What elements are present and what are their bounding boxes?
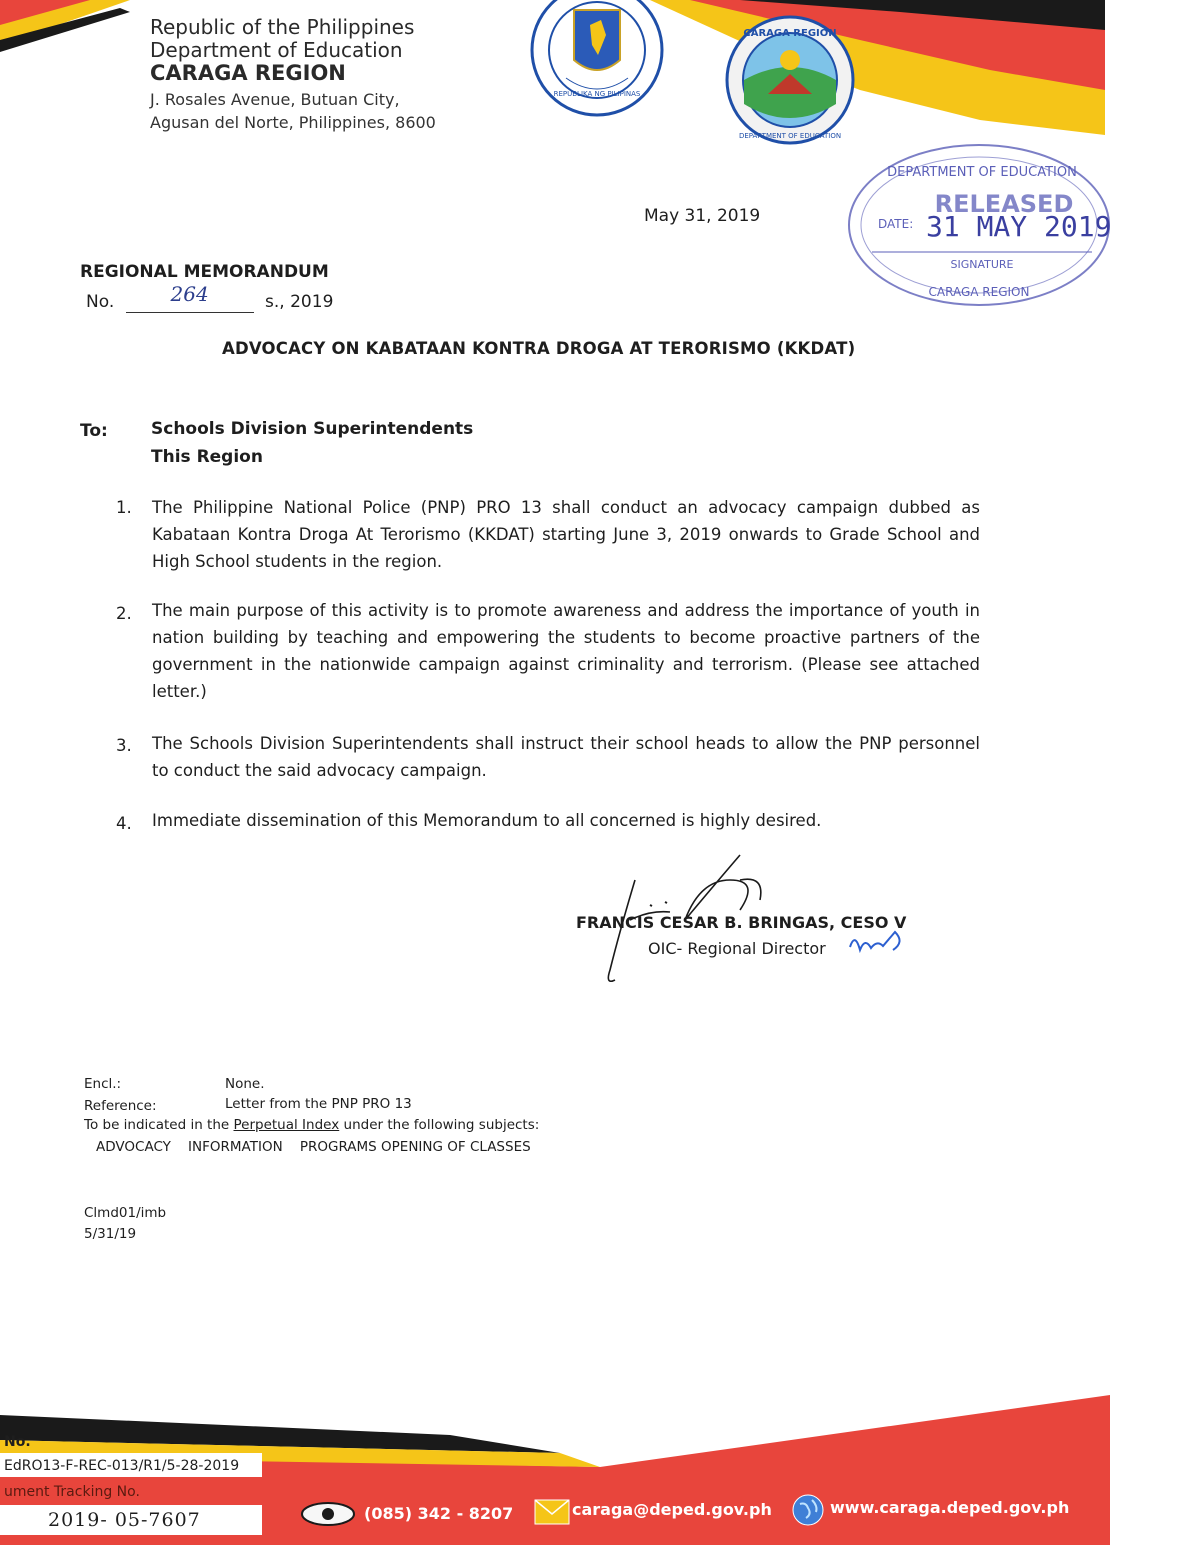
stamp-arc-text: DEPARTMENT OF EDUCATION bbox=[887, 165, 1077, 180]
paragraph-number: 2. bbox=[116, 604, 132, 623]
reference-label: Reference: bbox=[84, 1098, 157, 1114]
header-department: Department of Education bbox=[150, 38, 403, 62]
paragraph-3: The Schools Division Superintendents shall instruct their school heads to allow the PNP personnel to conduct the said advocacy campaign. bbox=[152, 734, 980, 780]
phone-icon bbox=[300, 1500, 356, 1526]
tracking-number: 2019- 05-7607 bbox=[48, 1509, 201, 1531]
memo-subject: ADVOCACY ON KABATAAN KONTRA DROGA AT TERORISMO (KKDAT) bbox=[222, 339, 856, 358]
memo-number-label: No. bbox=[86, 292, 115, 312]
email-icon bbox=[534, 1496, 570, 1526]
to-region: This Region bbox=[151, 447, 263, 467]
paragraph-number: 1. bbox=[116, 498, 132, 517]
initial-mark bbox=[845, 922, 907, 962]
perpetual-index-link: Perpetual Index bbox=[233, 1117, 340, 1133]
memo-number-blank bbox=[126, 282, 254, 313]
paragraph-number: 3. bbox=[116, 736, 132, 755]
initials-code: Clmd01/imb bbox=[84, 1205, 167, 1221]
form-code: EdRO13-F-REC-013/R1/5-28-2019 bbox=[4, 1458, 240, 1474]
stamp-signature-label: SIGNATURE bbox=[950, 258, 1014, 271]
to-recipient: Schools Division Superintendents bbox=[151, 419, 474, 439]
reference-value: Letter from the PNP PRO 13 bbox=[225, 1096, 412, 1112]
form-code-box bbox=[0, 1453, 262, 1477]
caraga-seal-icon bbox=[724, 14, 856, 146]
encl-label: Encl.: bbox=[84, 1076, 122, 1092]
header-address-2: Agusan del Norte, Philippines, 8600 bbox=[150, 113, 436, 132]
memo-date: May 31, 2019 bbox=[644, 206, 761, 226]
footer-phone: (085) 342 - 8207 bbox=[364, 1504, 514, 1523]
memo-title: REGIONAL MEMORANDUM bbox=[80, 262, 329, 282]
index-post: under the following subjects: bbox=[339, 1117, 540, 1133]
memo-series: s., 2019 bbox=[265, 292, 334, 312]
globe-icon bbox=[792, 1494, 824, 1526]
deped-seal-icon bbox=[526, 0, 668, 118]
footer-website: www.caraga.deped.gov.ph bbox=[830, 1498, 1070, 1517]
stamp-date-label: DATE: bbox=[878, 217, 914, 231]
header-region: CARAGA REGION bbox=[150, 61, 346, 85]
seal-right-top-text: CARAGA REGION bbox=[743, 28, 837, 39]
footer-email: caraga@deped.gov.ph bbox=[572, 1500, 772, 1519]
signatory-name: FRANCIS CESAR B. BRINGAS, CESO V bbox=[576, 913, 907, 932]
tracking-label: ument Tracking No. bbox=[4, 1484, 140, 1500]
seal-left-bottom-text: REPUBLIKA NG PILIPINAS bbox=[553, 90, 641, 98]
stamp-date-value: 31 MAY 2019 bbox=[926, 210, 1112, 243]
encl-value: None. bbox=[225, 1076, 265, 1092]
header-address-1: J. Rosales Avenue, Butuan City, bbox=[150, 90, 400, 109]
paragraph-number: 4. bbox=[116, 814, 132, 833]
perpetual-index-line bbox=[84, 1115, 539, 1136]
header-republic: Republic of the Philippines bbox=[150, 15, 415, 39]
memo-number-value: 264 bbox=[170, 282, 209, 306]
index-pre: To be indicated in the bbox=[84, 1117, 234, 1133]
footer-no-label: No. bbox=[4, 1434, 31, 1450]
index-subjects: ADVOCACY INFORMATION PROGRAMS OPENING OF CLASSES bbox=[96, 1139, 531, 1155]
stamp-status: RELEASED bbox=[934, 190, 1074, 218]
tracking-box bbox=[0, 1505, 262, 1535]
paragraph-2: The main purpose of this activity is to promote awareness and address the importance of youth in nation building by teaching and empowering the students to become proactive partners of the government in the nationwide campaign against criminality and terrorism. (Please see attached letter.) bbox=[152, 601, 980, 701]
to-label: To: bbox=[80, 421, 108, 441]
seal-right-bottom-text: DEPARTMENT OF EDUCATION bbox=[738, 132, 842, 140]
initials-date: 5/31/19 bbox=[84, 1226, 137, 1242]
paragraph-4: Immediate dissemination of this Memorandum to all concerned is highly desired. bbox=[152, 811, 822, 830]
stamp-region: CARAGA REGION bbox=[928, 285, 1030, 299]
memo-number-line bbox=[86, 282, 334, 313]
signatory-title: OIC- Regional Director bbox=[648, 939, 826, 958]
released-stamp bbox=[842, 140, 1117, 310]
paragraph-1: The Philippine National Police (PNP) PRO 13 shall conduct an advocacy campaign dubbed as Kabataan Kontra Droga At Terorismo (KKDAT) starting June 3, 2019 onwards to Grade School and High School students in the region. bbox=[152, 498, 980, 571]
